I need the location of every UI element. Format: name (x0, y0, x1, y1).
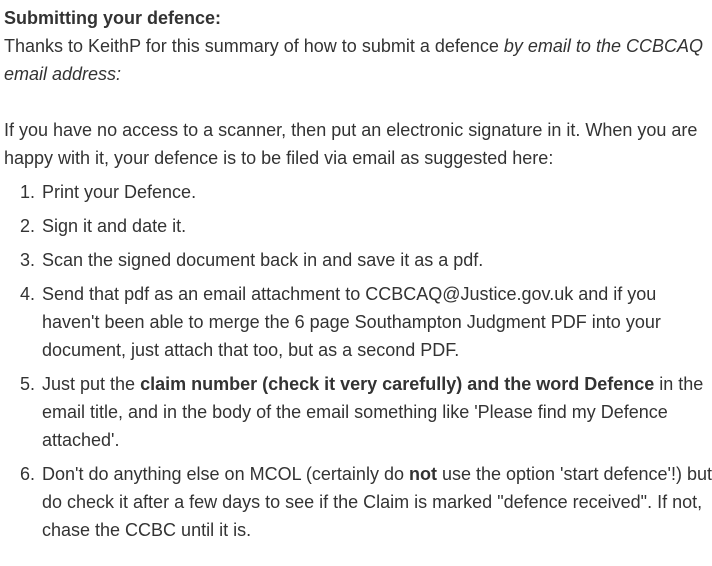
step-text: Scan the signed document back in and save it as a pdf. (42, 250, 484, 270)
step-item-3 (42, 246, 712, 274)
step-text-start: Don't do anything else on MCOL (certainly do (42, 464, 409, 484)
step-text-start: Just put the (42, 374, 141, 394)
step-text-end: use the option 'start defence'!) but do check it after a few days to see if the Claim is marked "defence received". If not, chase the CCBC until it is. (42, 464, 712, 540)
step-text: Send that pdf as an email attachment to CCBCAQ@Justice.gov.uk and if you haven't been able to merge the 6 page Southampton Judgment PDF into your document, just attach that too, but as a second PDF. (42, 284, 661, 360)
steps-list (4, 178, 712, 544)
step-text: Sign it and date it. (42, 216, 187, 236)
step-item-2 (42, 212, 712, 240)
step-bold-text: claim number (check it very carefully) and the word Defence (140, 374, 655, 394)
step-item-1 (42, 178, 712, 206)
step-item-5 (42, 370, 712, 454)
intro-text (4, 32, 712, 88)
post-heading: Submitting your defence: (4, 8, 222, 28)
step-item-4 (42, 280, 712, 364)
intro-plain-text: Thanks to KeithP for this summary of how to submit a defence (4, 36, 504, 56)
step-text-end: in the email title, and in the body of the email something like 'Please find my Defence attached'. (42, 374, 704, 450)
intro-italic-text: by email to the CCBCAQ email address: (4, 36, 703, 84)
step-text: Print your Defence. (42, 182, 197, 202)
step-bold-text: not (408, 464, 437, 484)
step-item-6 (42, 460, 712, 544)
paragraph-spacer (4, 88, 712, 116)
instruction-paragraph: If you have no access to a scanner, then put an electronic signature in it. When you are happy with it, your defence is to be filed via email as suggested here: (4, 120, 698, 168)
